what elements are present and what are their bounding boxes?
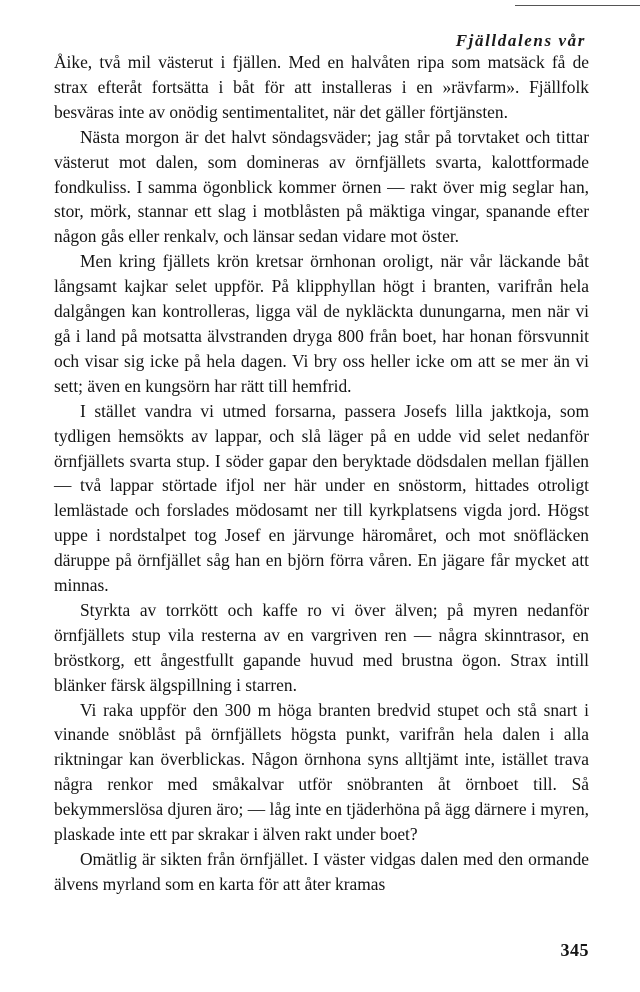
- paragraph-3: Men kring fjällets krön kretsar örnhonan oroligt, när vår läckande båt långsamt kajkar selet uppför. På klipphyllan högt i branten, varifrån hela dalgången kan kontrolleras, ligga väl de nykläckta dunungarna, men när vi gå i land på motsatta älvstranden dryga 800 från boet, har honan försvunnit och visar sig icke på hela dagen. Vi bry oss heller icke om att se mer än vi sett; även en kungsörn har rätt till hemfrid.: [54, 251, 589, 396]
- paragraph-1: Åike, två mil västerut i fjällen. Med en halvåten ripa som matsäck få de strax efteråt fortsätta i båt för att installeras i en »rävfarm». Fjällfolk besväras inte av onödig sentimentalitet, när det gäller förtjänsten.: [54, 52, 589, 122]
- page-number: 345: [560, 940, 589, 960]
- running-head: Fjälldalens vår: [455, 31, 586, 50]
- paragraph-6: Vi raka uppför den 300 m höga branten bredvid stupet och stå snart i vinande snöblåst på örnfjällets högsta punkt, varifrån hela dalen i alla riktningar kan överblickas. Någon örnhona syns alltjämt inte, istället trava några renkor med småkalvar utför snöbranten åt örnboet till. Så bekymmerslösa djuren äro; — låg inte en tjäderhöna på ägg därnere i myren, plaskade inte ett par skrakar i älven rakt under boet?: [54, 699, 589, 845]
- paragraph-5: Styrkta av torrkött och kaffe ro vi över älven; på myren nedanför örnfjällets stup vila resterna av en vargriven ren — några skinntrasor, en bröstkorg, ett ångestfullt gapande huvud med brustna ögon. Strax intill blänker färsk älgspillning i starren.: [54, 599, 589, 695]
- paragraph-7: Omätlig är sikten från örnfjället. I väster vidgas dalen med den ormande älvens myrland som en karta för att åter kramas: [54, 849, 589, 894]
- paragraph-4: I stället vandra vi utmed forsarna, passera Josefs lilla jaktkoja, som tydligen hemsökts av lappar, och slå läger på en udde vid selet nedanför örnfjällets svarta stup. I söder gapar den beryktade dödsdalen mellan fjällen — två lappar störtade ifjol ner här under en snöstorm, hittades otroligt lemlästade och forslades mödosamt ner till kyrkplatsens vigda jord. Högst uppe i nordstalpet tog Josef en järvunge häromåret, och mot snöfläcken däruppe på örnfjället såg han en björn förra våren. En jägare får mycket att minnas.: [54, 400, 589, 596]
- paragraph-2: Nästa morgon är det halvt söndagsväder; jag står på torvtaket och tittar västerut mot dalen, som domineras av örnfjällets svarta, kalottformade fondkuliss. I samma ögonblick kommer örnen — rakt över mig seglar han, stor, mörk, stannar ett slag i motblåsten på mäktiga vingar, spanande efter någon gås eller renkalv, och länsar sedan vidare mot öster.: [54, 126, 589, 247]
- body-text: [54, 50, 589, 897]
- top-rule: [515, 5, 640, 6]
